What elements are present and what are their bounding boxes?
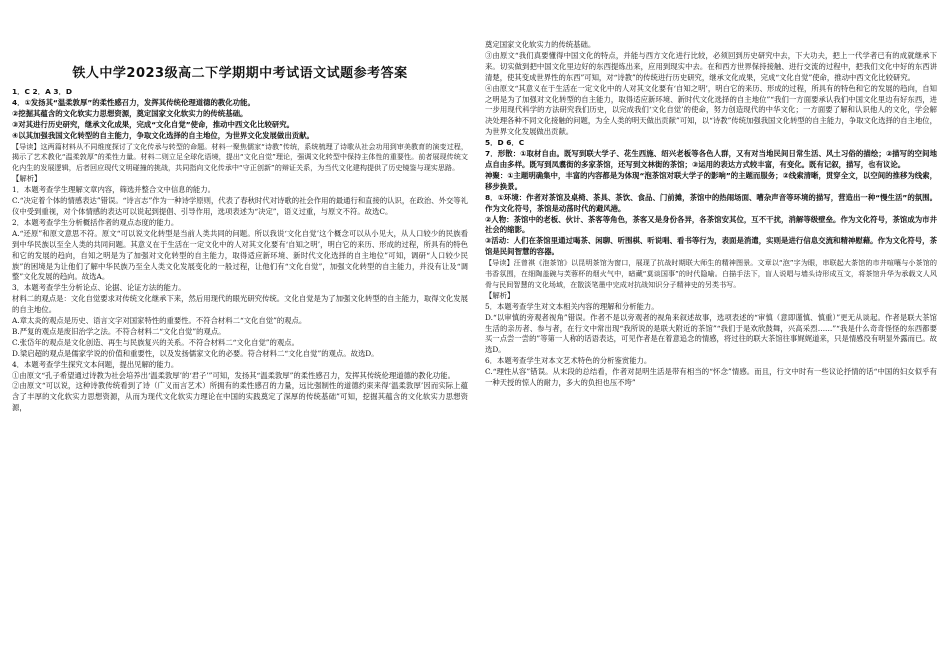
right-paragraph: 【解析】	[485, 290, 515, 300]
left-paragraph: ②挖掘其蕴含的文化软实力思想资源，奠定国家文化软实力的传统基础。	[12, 108, 248, 118]
right-body	[485, 40, 937, 389]
left-paragraph: B.严复的观点是废旧治学之法。不符合材料二“文化自觉”的观点。	[12, 326, 226, 336]
right-paragraph: ③活动：人们在茶馆里通过喝茶、闲聊、听围棋、听说唱、看书等行为，表面是消遣，实则是进行信息交流和精神慰藉。作为文化符号，茶馆是民间智慧的容器。	[485, 236, 937, 257]
left-paragraph: 【解析】	[12, 174, 42, 184]
left-paragraph: 【导读】这两篇材料从不同维度探讨了文化传承与转型的命题。材料一聚焦儒家“诗教”传统，系统梳理了诗歌从社会功用到审美教育的演变过程，揭示了艺术教化“温柔敦厚”的柔性力量。材料二则立足全球化语境，提出“文化自觉”理论，强调文化转型中保持主体性的重要性。前者展现传统文化内生的发展逻辑，后者回应现代文明碰撞的挑战，共同指向文化传承中“守正创新”的辩证关系，为当代文化建构提供了历史镜鉴与现实思路。	[12, 141, 468, 173]
right-paragraph: ②人物：茶馆中的老板、伙计、茶客等角色，茶客又是身份各异，各茶馆安其位，互不干扰，消解等级壁垒。作为文化符号，茶馆成为市井社会的缩影。	[485, 214, 937, 235]
right-paragraph: 8．①环境：作者对茶馆及桌椅、茶具、茶饮、食品、门前摊，茶馆中的热闹场面、嘈杂声音等环境的描写，营造出一种“慢生活”的氛围。作为文化符号，茶馆是动荡时代的避风港。	[485, 192, 937, 213]
right-paragraph: 7．形散：①取材自由。既写到联大学子、花生西施、绍兴老板等各色人群，又有对当地民间日常生活、风土习俗的描绘；②描写的空间地点自由多样。既写到凤翥街的多家茶馆，还写到文林街的茶馆；③运用的表达方式较丰富，有变化。既有记叙，描写，也有议论。	[485, 149, 937, 169]
right-column	[485, 40, 937, 389]
left-paragraph: ④以其加强我国文化转型的自主能力，争取文化选择的自主地位，为世界文化发展做出贡献。	[12, 130, 314, 140]
right-paragraph: C.“理性从容”错误。从末段的总结看，作者对昆明生活是带有相当的“怀念”情感。而且，行文中时有一些议论抒情的话“中国的妇女似乎有一种天授的惊人的耐力，多大的负担也压不垮”	[485, 367, 937, 388]
left-paragraph: 1．本题考查学生理解文章内容，筛选并整合文中信息的能力。	[12, 185, 215, 195]
left-paragraph: 1．C 2．A 3．D	[12, 87, 73, 96]
right-paragraph: 5．本题考查学生对文本相关内容的理解和分析能力。	[485, 301, 659, 311]
right-paragraph: D.“以审慎的旁观者视角”错误。作者不是以旁观者的视角来叙述故事，选项表述的“审慎（意即谨慎、慎重）”更无从谈起。作者是联大茶馆生活的亲历者、参与者，在行文中常出现“我所说的是联大附近的茶馆”“我们于是欢欣鼓舞，兴高采烈……”“我是什么奇奇怪怪的东西都要买一点尝一尝的”等第一人称的话语表达，可见作者是在着意追念的情感，将过往的联大茶馆往事娓娓道来，只是情感没有明显外露而已。故选D。	[485, 312, 937, 355]
page-title: 铁人中学2023级高二下学期期中考试语文试题参考答案	[72, 66, 408, 81]
left-paragraph: 3．本题考查学生分析论点、论据、论证方法的能力。	[12, 283, 186, 293]
left-paragraph: 材料二的观点是：文化自觉要求对传统文化继承下来，然后用现代的眼光研究传统。文化自觉是为了加强文化转型的自主能力，取得文化发展的自主地位。	[12, 294, 468, 315]
left-paragraph: 4．本题考查学生探究文本问题，提出见解的能力。	[12, 359, 179, 369]
left-column	[12, 0, 468, 414]
right-paragraph: 神聚：①主题明确集中，丰富的内容都是为体现“泡茶馆对联大学子的影响”的主题而服务；②线索清晰，贯穿全文，以空间的推移为线索，移步换景。	[485, 170, 937, 191]
left-paragraph: A.章太炎的观点是历史、语言文字对国家特性的重要性。不符合材料二“文化自觉”的观点。	[12, 316, 307, 326]
left-paragraph: A.“还原”和原文意思不符。原文“可以说文化转型是当前人类共同的问题。所以我说‘文化自觉’这个概念可以从小见大，从人口较少的民族看到中华民族以至全人类的共同问题。其意义在于生活在一定文化中的人对其文化要有‘自知之明’，明白它的来历、形成的过程，所具有的特色和它的发展的趋向，自知之明是为了加强对文化转型的自主能力，取得适应新环境、新时代文化选择的自主地位”可知，调研“人口较少民族”的困境是为让他们了解中华民族乃至全人类文化发展变化的一般过程，让他们有“文化自觉”，加强文化转型的自主能力，并没有让及“调整”文化发展的趋向。故选A。	[12, 228, 468, 282]
right-paragraph: ④由原文“其意义在于生活在一定文化中的人对其文化要有‘自知之明’，明白它的来历、形成的过程，所具有的特色和它的发展的趋向，自知之明是为了加强对文化转型的自主能力，取得适应新环境、新时代文化选择的自主地位”“我们一方面要承认我们中国文化里边有好东西，进一步用现代科学的方法研究我们历史，以完成我们‘文化自觉’的使命，努力创造现代的中华文化；一方面要了解和认识他人的文化，学会解决处理各种不同文化接触的问题，为全人类的明天做出贡献”可知，以“诗教”传统加强我国文化转型的自主能力，争取文化选择的自主地位，为世界文化发展做出贡献。	[485, 83, 937, 137]
left-paragraph: D.梁启超的观点是儒家学说的价值和重要性，以及发扬儒家文化的必要。符合材料二“文化自觉”的观点。故选D。	[12, 348, 379, 358]
left-paragraph: 4．①发扬其“温柔敦厚”的柔性感召力，发挥其传统伦理道德的教化功能。	[12, 97, 255, 107]
left-paragraph: C.张岱年的观点是文化创造、再生与民族复兴的关系。不符合材料二“文化自觉”的观点。	[12, 337, 299, 347]
left-paragraph: ②由原文“可以说，这种诗教传统看到了诗（广义而言艺术）所拥有的柔性感召的力量，远比强制性的道德约束来得‘温柔敦厚’因而实际上蕴含了丰厚的文化软实力思想资源，从而为现代文化软实力理论在中国的实践奠定了深厚的传统基础”可知，挖掘其蕴含的文化软实力思想资源，	[12, 381, 468, 413]
right-paragraph: 奠定国家文化软实力的传统基础。	[485, 40, 596, 49]
right-paragraph: 【导读】汪曾祺《泡茶馆》以昆明茶馆为窗口，展现了抗战时期联大师生的精神图景。文章以“泡”字为眼，串联起大茶馆的市井喧嚷与小茶馆的书香氛围，在细陶盖碗与芙蓉杯的烟火气中，暗藏“莫谈国事”的时代隐喻。白描手法下，盲人说唱与墙头诗形成互文，将茶馆升华为承载文人风骨与民间智慧的文化场域，在散淡笔墨中完成对抗战知识分子精神史的另类书写。	[485, 258, 937, 289]
left-paragraph: 2．本题考查学生分析概括作者的观点态度的能力。	[12, 217, 179, 227]
left-paragraph: C.“决定着个体的情感表达”错误。“诗言志”作为一种诗学原则，代表了春秋时代对诗歌的社会作用的最通行和直接的认识，在政治、外交等礼仪中受到重视，对个体情感的表达可以说起到提倡、引导作用，选项表述为“决定”，语义过重，与原文不符。故选C。	[12, 196, 468, 216]
left-paragraph: ①由原文“孔子希望通过诗教为社会培养出‘温柔敦厚’的‘君子’”可知，发扬其“温柔敦厚”的柔性感召力，发挥其传统伦理道德的教化功能。	[12, 370, 455, 380]
left-body	[12, 87, 468, 414]
right-paragraph: 6．本题考查学生对本文艺术特色的分析鉴赏能力。	[485, 356, 652, 366]
left-paragraph: ③对其进行历史研究，继承文化成果，完成“文化自觉”使命，推动中西文化比较研究。	[12, 119, 295, 129]
right-paragraph: 5．D 6．C	[485, 138, 525, 148]
right-paragraph: ③由原文“我们真要懂得中国文化的特点，并能与西方文化进行比较，必须回到历史研究中去，下大功夫，把上一代学者已有的成就继承下来。切实做到把中国文化里边好的东西提炼出来，应用到现实中去。在和西方世界保持接触、进行交流的过程中，把我们文化中好的东西讲清楚，使其变成世界性的东西”可知，对“诗教”的传统进行历史研究，继承文化成果，完成“文化自觉”使命，推动中西文化比较研究。	[485, 50, 937, 82]
